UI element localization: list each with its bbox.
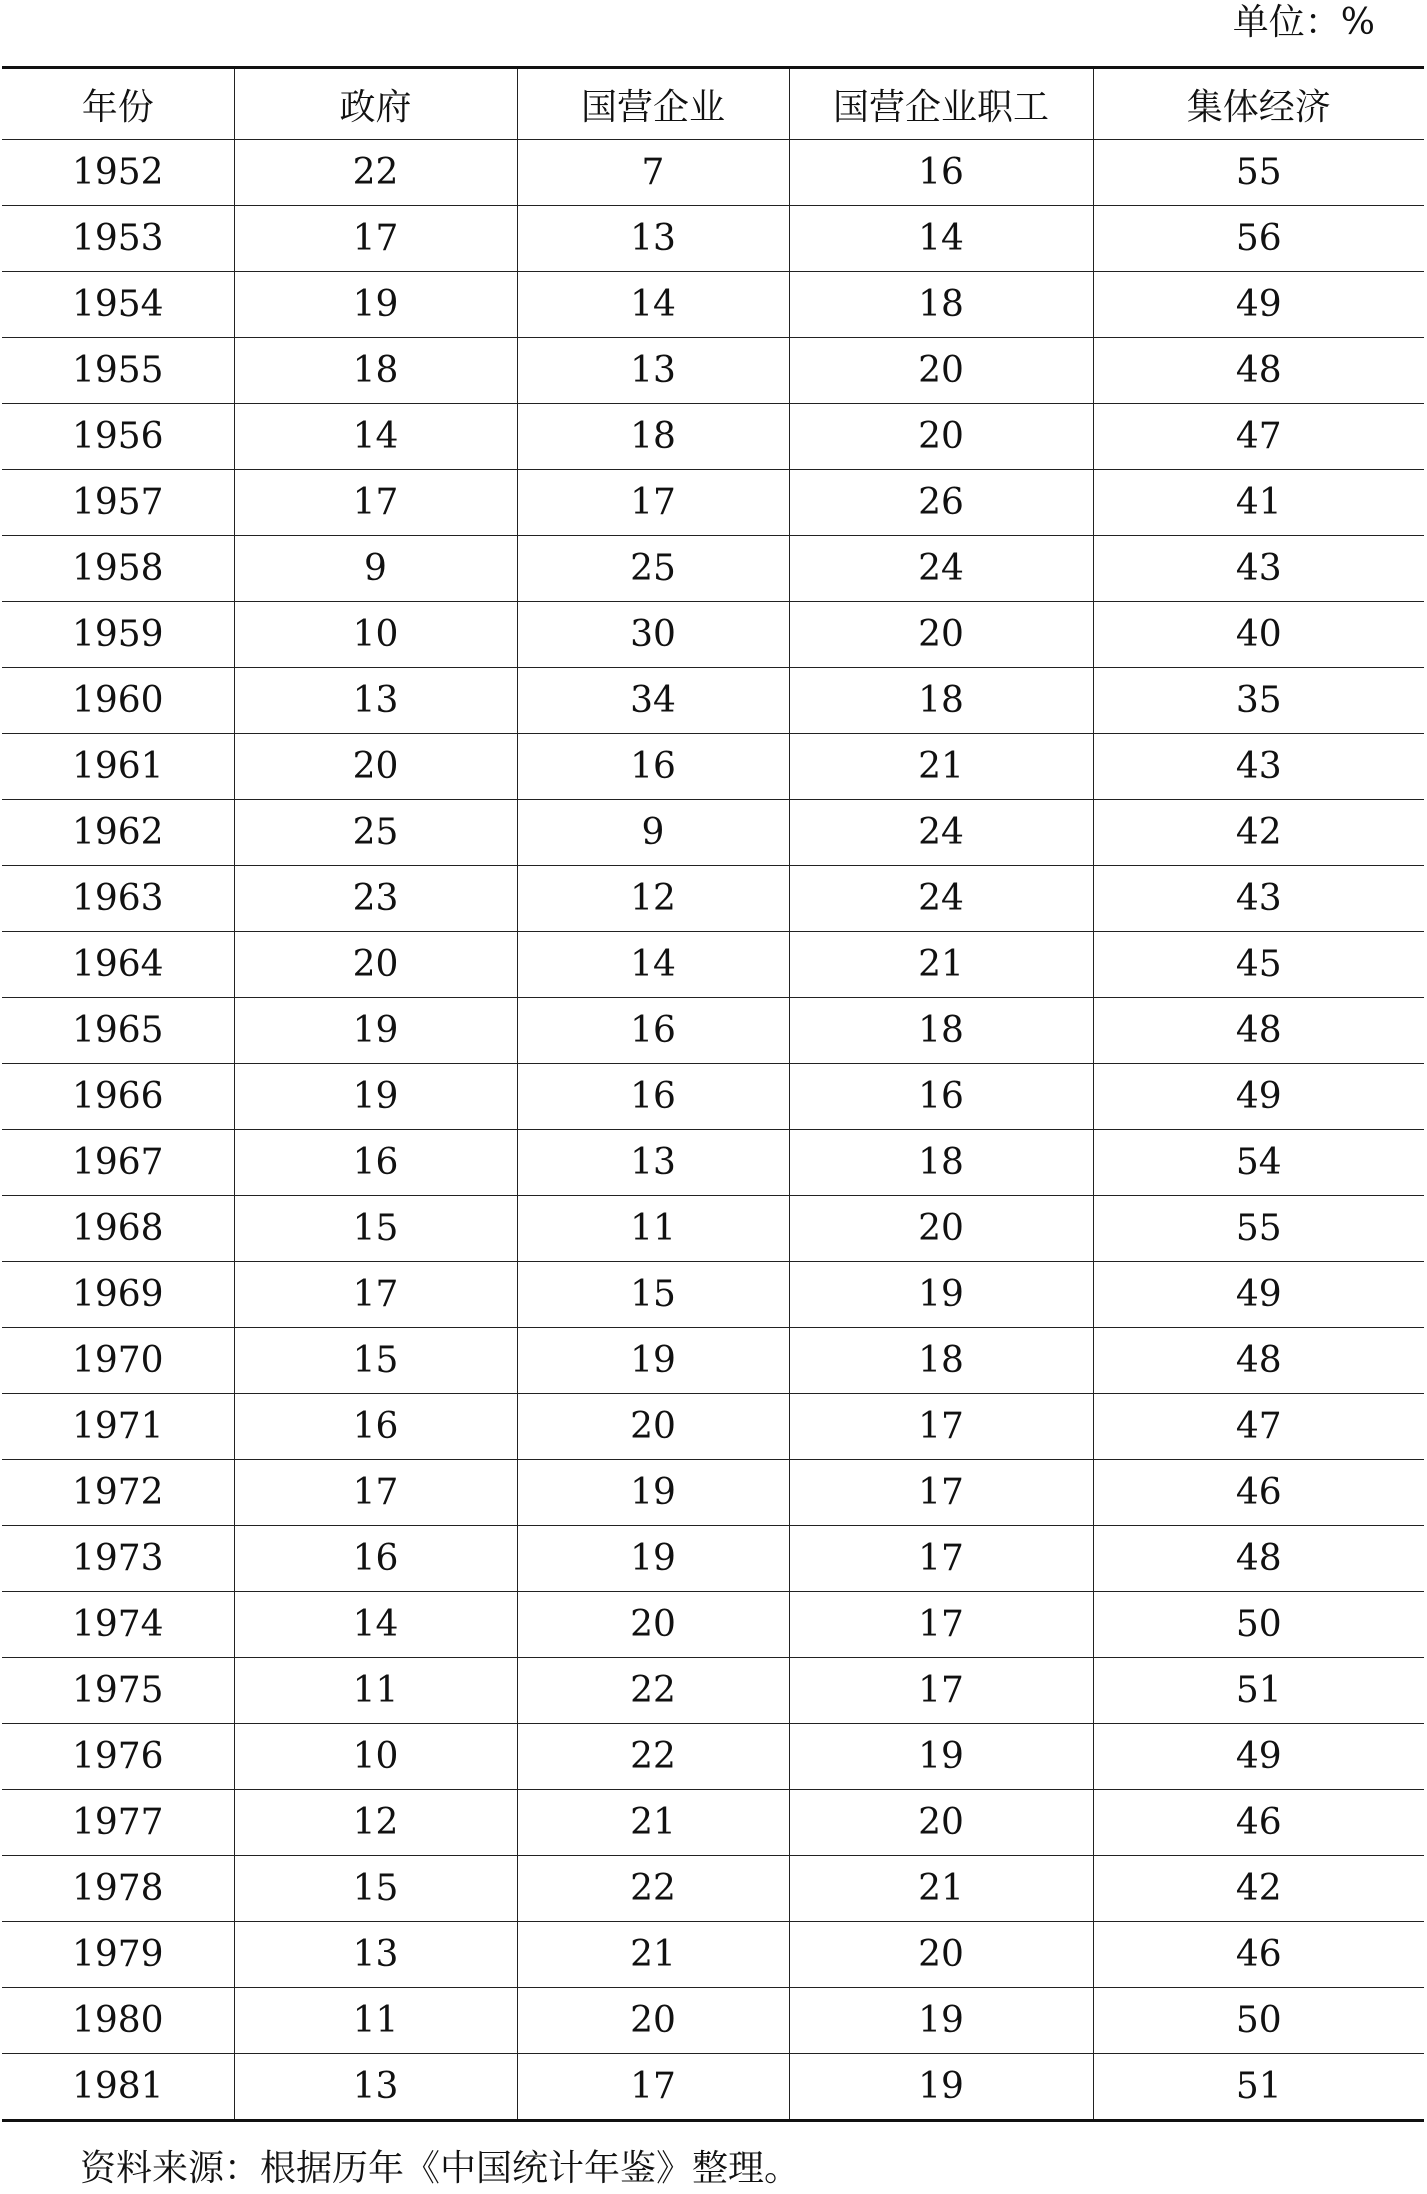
state-enterprise-workers-cell: 24	[789, 536, 1093, 602]
collective-economy-cell: 43	[1093, 536, 1424, 602]
table-row	[2, 1526, 1424, 1592]
government-cell: 11	[234, 1988, 517, 2054]
government-cell: 13	[234, 1922, 517, 1988]
government-cell: 17	[234, 1262, 517, 1328]
header-row	[2, 68, 1424, 140]
collective-economy-cell: 49	[1093, 1262, 1424, 1328]
state-enterprises-cell: 22	[517, 1658, 789, 1724]
government-cell: 11	[234, 1658, 517, 1724]
government-cell: 25	[234, 800, 517, 866]
collective-economy-cell: 55	[1093, 140, 1424, 206]
state-enterprise-workers-cell: 21	[789, 734, 1093, 800]
state-enterprises-cell: 12	[517, 866, 789, 932]
government-cell: 15	[234, 1328, 517, 1394]
state-enterprise-workers-cell: 21	[789, 932, 1093, 998]
collective-economy-cell: 56	[1093, 206, 1424, 272]
year-cell: 1979	[2, 1922, 234, 1988]
col-header-state-enterprise-workers: 国营企业职工	[789, 68, 1093, 140]
collective-economy-cell: 41	[1093, 470, 1424, 536]
year-cell: 1975	[2, 1658, 234, 1724]
state-enterprises-cell: 34	[517, 668, 789, 734]
state-enterprise-workers-cell: 16	[789, 140, 1093, 206]
year-cell: 1969	[2, 1262, 234, 1328]
collective-economy-cell: 49	[1093, 272, 1424, 338]
state-enterprises-cell: 14	[517, 272, 789, 338]
collective-economy-cell: 54	[1093, 1130, 1424, 1196]
state-enterprises-cell: 19	[517, 1460, 789, 1526]
state-enterprises-cell: 7	[517, 140, 789, 206]
collective-economy-cell: 51	[1093, 1658, 1424, 1724]
government-cell: 13	[234, 2054, 517, 2121]
collective-economy-cell: 46	[1093, 1790, 1424, 1856]
government-cell: 16	[234, 1394, 517, 1460]
government-cell: 20	[234, 734, 517, 800]
state-enterprises-cell: 21	[517, 1790, 789, 1856]
state-enterprise-workers-cell: 19	[789, 2054, 1093, 2121]
government-cell: 14	[234, 1592, 517, 1658]
state-enterprises-cell: 20	[517, 1394, 789, 1460]
government-cell: 19	[234, 998, 517, 1064]
collective-economy-cell: 55	[1093, 1196, 1424, 1262]
collective-economy-cell: 43	[1093, 866, 1424, 932]
state-enterprises-cell: 17	[517, 470, 789, 536]
state-enterprises-cell: 18	[517, 404, 789, 470]
table-row	[2, 998, 1424, 1064]
state-enterprise-workers-cell: 20	[789, 404, 1093, 470]
collective-economy-cell: 42	[1093, 800, 1424, 866]
collective-economy-cell: 42	[1093, 1856, 1424, 1922]
year-cell: 1955	[2, 338, 234, 404]
table-row	[2, 1592, 1424, 1658]
table-row	[2, 1988, 1424, 2054]
state-enterprise-workers-cell: 19	[789, 1724, 1093, 1790]
table-row	[2, 602, 1424, 668]
year-cell: 1962	[2, 800, 234, 866]
state-enterprises-cell: 22	[517, 1724, 789, 1790]
state-enterprises-cell: 22	[517, 1856, 789, 1922]
state-enterprises-cell: 21	[517, 1922, 789, 1988]
source-note: 资料来源：根据历年《中国统计年鉴》整理。	[80, 2148, 801, 2189]
collective-economy-cell: 43	[1093, 734, 1424, 800]
table-row	[2, 1394, 1424, 1460]
state-enterprise-workers-cell: 20	[789, 1922, 1093, 1988]
table-row	[2, 272, 1424, 338]
state-enterprise-workers-cell: 18	[789, 668, 1093, 734]
year-cell: 1963	[2, 866, 234, 932]
year-cell: 1964	[2, 932, 234, 998]
table-row	[2, 2054, 1424, 2121]
government-cell: 10	[234, 602, 517, 668]
state-enterprise-workers-cell: 20	[789, 338, 1093, 404]
state-enterprise-workers-cell: 20	[789, 1196, 1093, 1262]
state-enterprises-cell: 16	[517, 998, 789, 1064]
collective-economy-cell: 47	[1093, 404, 1424, 470]
government-cell: 19	[234, 272, 517, 338]
state-enterprises-cell: 9	[517, 800, 789, 866]
government-cell: 17	[234, 1460, 517, 1526]
collective-economy-cell: 40	[1093, 602, 1424, 668]
government-cell: 14	[234, 404, 517, 470]
table-row	[2, 1856, 1424, 1922]
table-row	[2, 1064, 1424, 1130]
year-cell: 1967	[2, 1130, 234, 1196]
state-enterprises-cell: 13	[517, 206, 789, 272]
year-cell: 1958	[2, 536, 234, 602]
state-enterprise-workers-cell: 20	[789, 602, 1093, 668]
state-enterprise-workers-cell: 17	[789, 1460, 1093, 1526]
year-cell: 1973	[2, 1526, 234, 1592]
col-header-collective-economy: 集体经济	[1093, 68, 1424, 140]
table-row	[2, 404, 1424, 470]
year-cell: 1971	[2, 1394, 234, 1460]
collective-economy-cell: 46	[1093, 1922, 1424, 1988]
collective-economy-cell: 35	[1093, 668, 1424, 734]
state-enterprise-workers-cell: 19	[789, 1988, 1093, 2054]
year-cell: 1970	[2, 1328, 234, 1394]
table-row	[2, 1196, 1424, 1262]
state-enterprises-cell: 16	[517, 1064, 789, 1130]
collective-economy-cell: 46	[1093, 1460, 1424, 1526]
year-cell: 1956	[2, 404, 234, 470]
table-row	[2, 1328, 1424, 1394]
collective-economy-cell: 48	[1093, 998, 1424, 1064]
collective-economy-cell: 51	[1093, 2054, 1424, 2121]
state-enterprise-workers-cell: 18	[789, 272, 1093, 338]
unit-note: 单位：%	[1232, 2, 1375, 43]
table-body	[2, 140, 1424, 2121]
year-cell: 1980	[2, 1988, 234, 2054]
state-enterprises-cell: 13	[517, 1130, 789, 1196]
table-row	[2, 668, 1424, 734]
year-cell: 1968	[2, 1196, 234, 1262]
table-row	[2, 1262, 1424, 1328]
table-row	[2, 1724, 1424, 1790]
state-enterprise-workers-cell: 18	[789, 1328, 1093, 1394]
collective-economy-cell: 48	[1093, 1328, 1424, 1394]
year-cell: 1974	[2, 1592, 234, 1658]
state-enterprise-workers-cell: 21	[789, 1856, 1093, 1922]
government-cell: 20	[234, 932, 517, 998]
state-enterprises-cell: 20	[517, 1988, 789, 2054]
year-cell: 1953	[2, 206, 234, 272]
state-enterprises-cell: 11	[517, 1196, 789, 1262]
state-enterprise-workers-cell: 24	[789, 800, 1093, 866]
government-cell: 16	[234, 1526, 517, 1592]
government-cell: 19	[234, 1064, 517, 1130]
table-row	[2, 1460, 1424, 1526]
state-enterprise-workers-cell: 18	[789, 998, 1093, 1064]
state-enterprise-workers-cell: 20	[789, 1790, 1093, 1856]
table-row	[2, 140, 1424, 206]
government-cell: 16	[234, 1130, 517, 1196]
year-cell: 1966	[2, 1064, 234, 1130]
table-row	[2, 1922, 1424, 1988]
government-cell: 17	[234, 470, 517, 536]
year-cell: 1961	[2, 734, 234, 800]
table-row	[2, 470, 1424, 536]
year-cell: 1960	[2, 668, 234, 734]
state-enterprises-cell: 14	[517, 932, 789, 998]
year-cell: 1959	[2, 602, 234, 668]
year-cell: 1981	[2, 2054, 234, 2121]
year-cell: 1977	[2, 1790, 234, 1856]
col-header-state-enterprises: 国营企业	[517, 68, 789, 140]
state-enterprises-cell: 17	[517, 2054, 789, 2121]
table-row	[2, 1130, 1424, 1196]
year-cell: 1954	[2, 272, 234, 338]
state-enterprises-cell: 20	[517, 1592, 789, 1658]
collective-economy-cell: 50	[1093, 1592, 1424, 1658]
table-row	[2, 800, 1424, 866]
collective-economy-cell: 48	[1093, 338, 1424, 404]
table-row	[2, 1790, 1424, 1856]
year-cell: 1952	[2, 140, 234, 206]
collective-economy-cell: 48	[1093, 1526, 1424, 1592]
state-enterprise-workers-cell: 24	[789, 866, 1093, 932]
table-row	[2, 338, 1424, 404]
collective-economy-cell: 50	[1093, 1988, 1424, 2054]
data-table	[2, 66, 1424, 2122]
state-enterprises-cell: 19	[517, 1526, 789, 1592]
table-row	[2, 1658, 1424, 1724]
year-cell: 1972	[2, 1460, 234, 1526]
government-cell: 15	[234, 1856, 517, 1922]
state-enterprises-cell: 19	[517, 1328, 789, 1394]
government-cell: 10	[234, 1724, 517, 1790]
state-enterprise-workers-cell: 26	[789, 470, 1093, 536]
collective-economy-cell: 49	[1093, 1724, 1424, 1790]
state-enterprise-workers-cell: 14	[789, 206, 1093, 272]
government-cell: 13	[234, 668, 517, 734]
year-cell: 1965	[2, 998, 234, 1064]
government-cell: 23	[234, 866, 517, 932]
collective-economy-cell: 49	[1093, 1064, 1424, 1130]
government-cell: 18	[234, 338, 517, 404]
table-row	[2, 734, 1424, 800]
state-enterprises-cell: 16	[517, 734, 789, 800]
government-cell: 9	[234, 536, 517, 602]
collective-economy-cell: 47	[1093, 1394, 1424, 1460]
government-cell: 17	[234, 206, 517, 272]
government-cell: 22	[234, 140, 517, 206]
state-enterprise-workers-cell: 17	[789, 1526, 1093, 1592]
government-cell: 15	[234, 1196, 517, 1262]
state-enterprise-workers-cell: 18	[789, 1130, 1093, 1196]
state-enterprise-workers-cell: 17	[789, 1592, 1093, 1658]
col-header-government: 政府	[234, 68, 517, 140]
government-cell: 12	[234, 1790, 517, 1856]
year-cell: 1957	[2, 470, 234, 536]
year-cell: 1978	[2, 1856, 234, 1922]
state-enterprise-workers-cell: 16	[789, 1064, 1093, 1130]
state-enterprise-workers-cell: 17	[789, 1658, 1093, 1724]
state-enterprises-cell: 30	[517, 602, 789, 668]
col-header-year: 年份	[2, 68, 234, 140]
table-row	[2, 866, 1424, 932]
state-enterprises-cell: 25	[517, 536, 789, 602]
table-row	[2, 536, 1424, 602]
state-enterprises-cell: 15	[517, 1262, 789, 1328]
collective-economy-cell: 45	[1093, 932, 1424, 998]
state-enterprise-workers-cell: 17	[789, 1394, 1093, 1460]
table-row	[2, 206, 1424, 272]
table-row	[2, 932, 1424, 998]
state-enterprise-workers-cell: 19	[789, 1262, 1093, 1328]
state-enterprises-cell: 13	[517, 338, 789, 404]
year-cell: 1976	[2, 1724, 234, 1790]
